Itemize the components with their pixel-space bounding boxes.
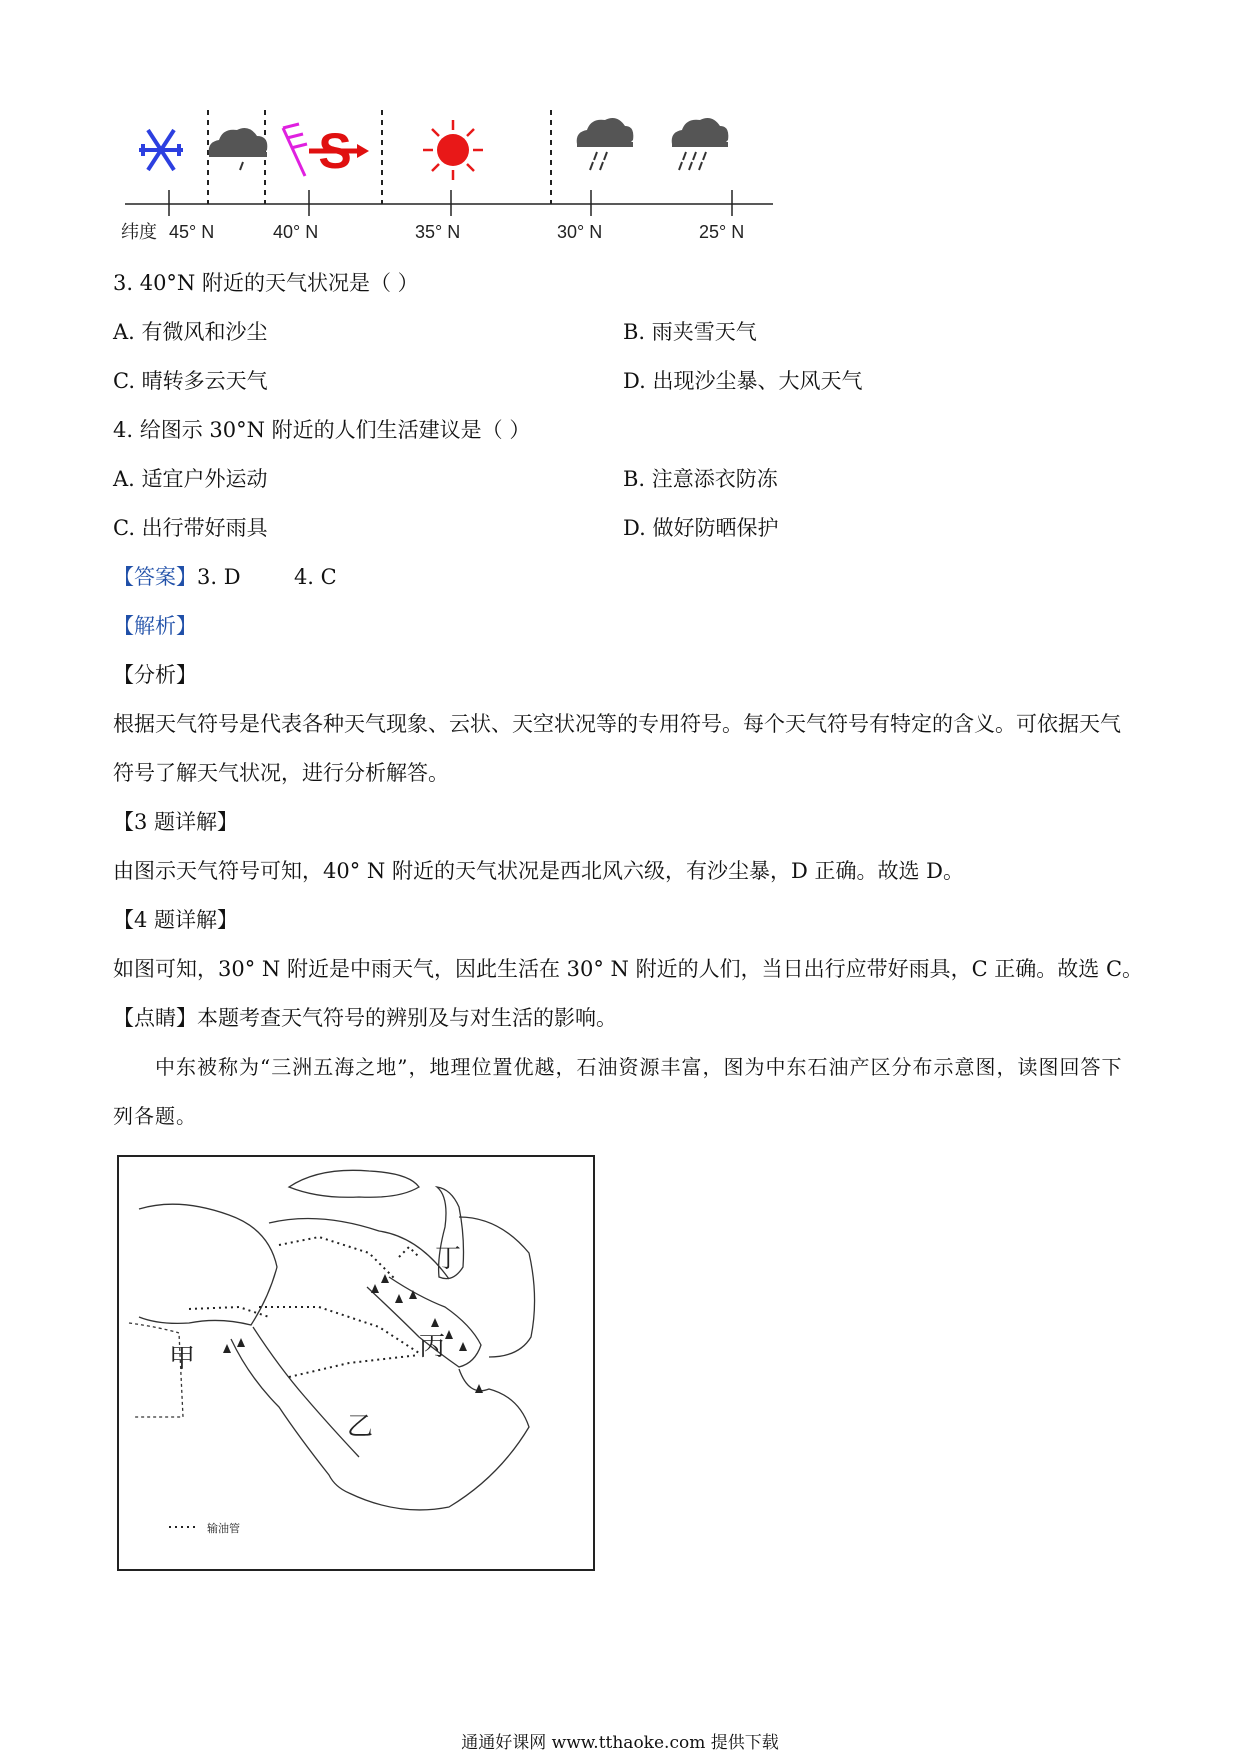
heavy-rain-cloud-icon [672,118,729,170]
latitude-ticks [169,190,732,216]
q3-detail-text: 由图示天气符号可知，40° N 附近的天气状况是西北风六级，有沙尘暴，D 正确。故选 D。 [113,859,964,883]
lat-label-25: 25° N [699,222,745,242]
dianjing-line [113,1003,617,1033]
svg-text:S: S [318,123,352,179]
q3-option-b: B. 雨夹雪天气 [623,320,757,344]
snowflake-icon [139,130,183,170]
q4-detail-text: 如图可知，30° N 附近是中雨天气，因此生活在 30° N 附近的人们，当日出行应带好雨具，C 正确。故选 C。 [113,957,1144,981]
lat-label-40: 40° N [273,222,319,242]
page-footer: 通通好课网 www.tthaoke.com 提供下载 [461,1733,779,1753]
iran-border [459,1217,535,1357]
oil-pipelines [189,1237,419,1377]
label-ding: 丁 [435,1244,462,1274]
anatolia-outline [269,1219,449,1280]
sandstorm-icon [309,123,369,179]
dianjing-heading: 【点睛】 [113,1006,197,1030]
q3-detail-heading: 【3 题详解】 [113,810,239,834]
q4-option-d: D. 做好防晒保护 [623,516,779,540]
lat-label-35: 35° N [415,222,461,242]
fenxi-text: 根据天气符号是代表各种天气现象、云状、天空状况等的专用符号。每个天气符号有特定的含义。可依据天气符号了解天气状况，进行分析解答。 [113,712,1121,785]
sun-icon [423,120,483,180]
analysis-tag: 【解析】 [113,614,197,638]
lat-label-45: 45° N [169,222,215,242]
arabian-peninsula-south [349,1369,529,1510]
axis-title: 纬度 [121,222,157,242]
label-bing: 丙 [419,1332,446,1362]
q4-option-a: A. 适宜户外运动 [113,467,268,491]
answer-tag: 【答案】 [113,565,197,589]
legend-text: 输油管 [207,1522,240,1535]
black-sea-outline [289,1170,419,1197]
map-drawing [119,1157,593,1569]
answer-line [113,562,337,592]
q4-option-b: B. 注意添衣防冻 [623,467,778,491]
moderate-rain-cloud-icon [577,118,634,170]
dianjing-text: 本题考查天气符号的辨别及与对生活的影响。 [197,1006,617,1030]
middle-east-oil-map [117,1155,595,1571]
question-4-stem: 4. 给图示 30°N 附近的人们生活建议是（ ） [113,418,531,442]
red-sea-east [253,1327,359,1457]
q3-option-c: C. 晴转多云天气 [113,369,268,393]
q4-option-c: C. 出行带好雨具 [113,516,268,540]
weather-symbols-figure [113,108,773,248]
answer-text: 3. D 4. C [197,565,337,589]
intro-paragraph: 中东被称为“三洲五海之地”，地理位置优越，石油资源丰富，图为中东石油产区分布示意图，读图回答下列各题。 [113,1055,1123,1128]
question-3-stem: 3. 40°N 附近的天气状况是（ ） [113,271,419,295]
lat-label-30: 30° N [557,222,603,242]
q3-option-a: A. 有微风和沙尘 [113,320,268,344]
q4-detail-heading: 【4 题详解】 [113,908,239,932]
light-rain-cloud-icon [209,128,268,170]
red-sea-west [231,1339,349,1493]
mediterranean-coast [139,1204,277,1325]
fenxi-heading: 【分析】 [113,663,197,687]
q3-option-d: D. 出现沙尘暴、大风天气 [623,369,863,393]
label-jia: 甲 [169,1344,196,1374]
label-yi: 乙 [347,1412,374,1442]
map-legend [169,1521,240,1535]
wind-flag-icon [283,124,307,176]
